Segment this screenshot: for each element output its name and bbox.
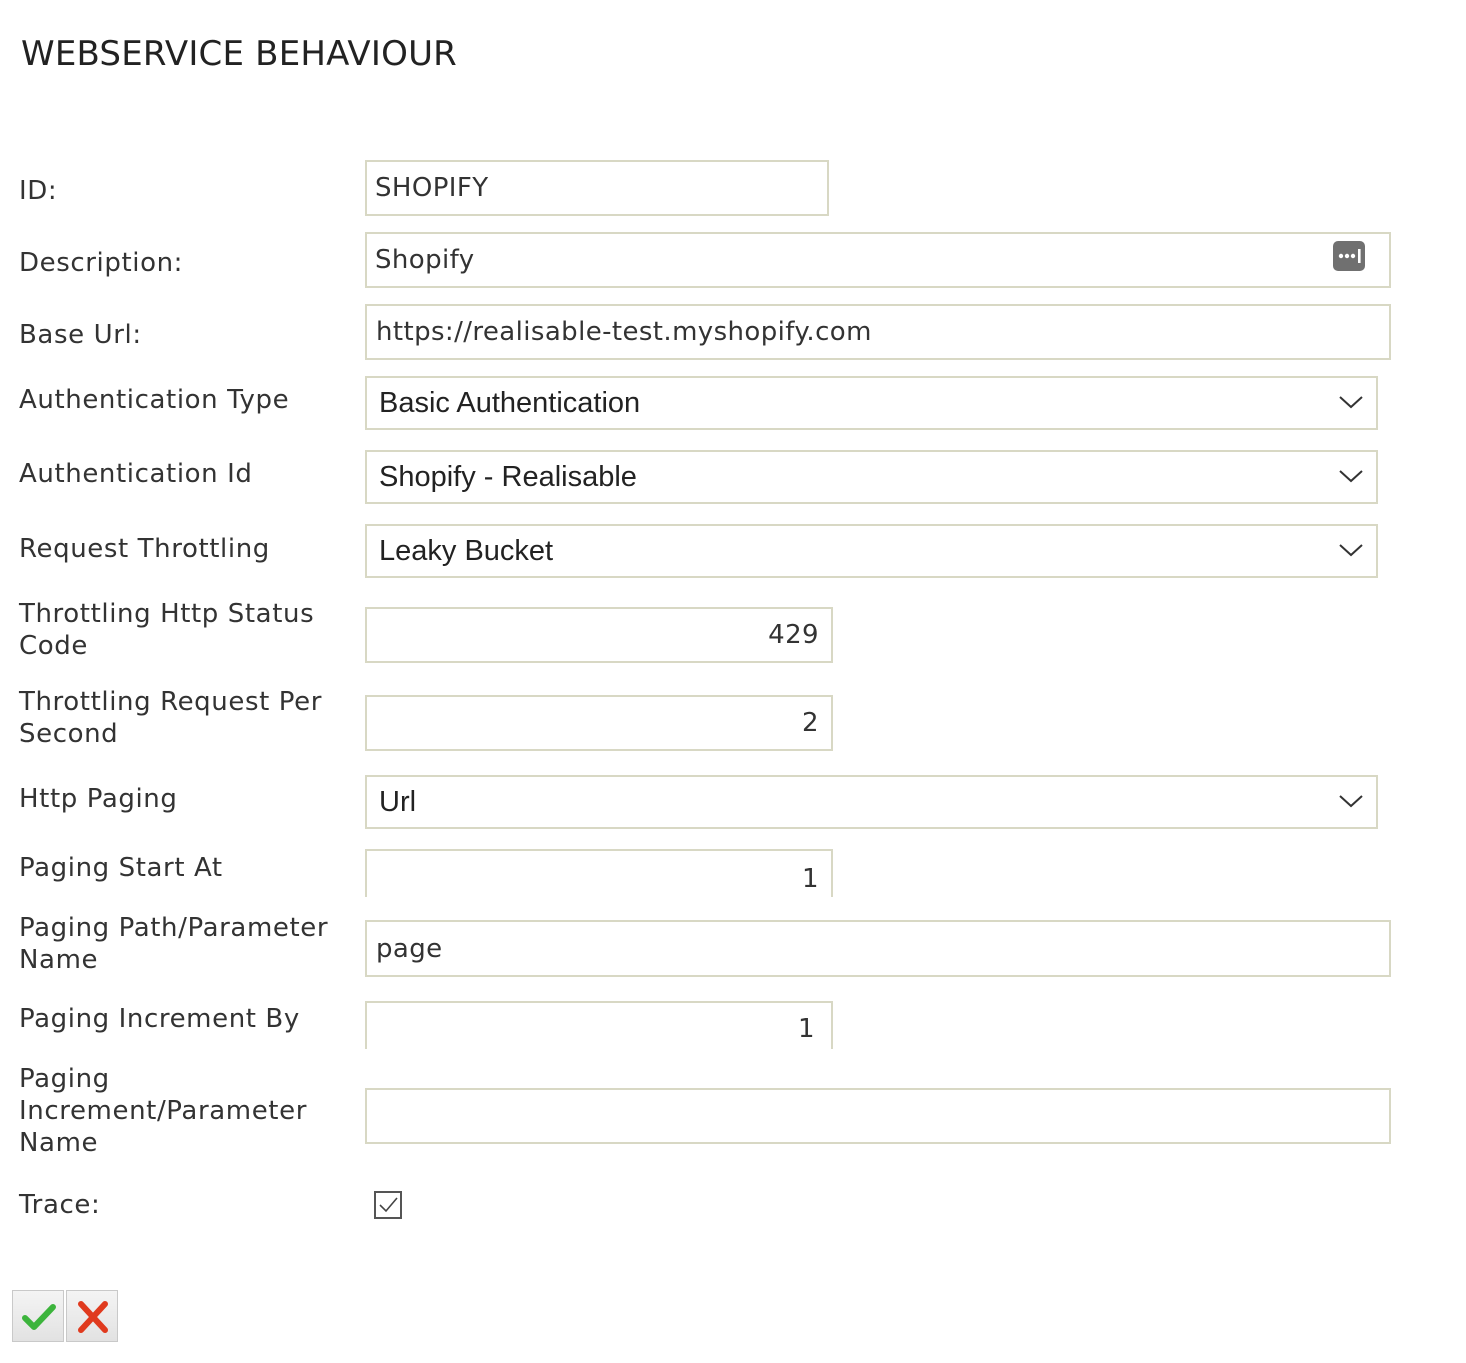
paging-increment-by-value: 1	[798, 1014, 815, 1044]
base-url-value: https://realisable-test.myshopify.com	[376, 317, 872, 347]
throttling-rps-input[interactable]	[365, 695, 833, 751]
paging-increment-param-label-line3: Name	[19, 1128, 99, 1158]
throttling-status-code-label-line2: Code	[19, 631, 88, 661]
auth-type-label: Authentication Type	[19, 385, 290, 415]
ellipsis-icon[interactable]	[1333, 241, 1365, 271]
throttling-status-code-value: 429	[768, 620, 819, 650]
base-url-input[interactable]	[365, 304, 1391, 360]
checkmark-icon	[376, 1193, 400, 1217]
description-input[interactable]	[365, 232, 1391, 288]
chevron-down-icon	[1338, 542, 1364, 558]
paging-increment-param-input[interactable]	[365, 1088, 1391, 1144]
auth-type-value: Basic Authentication	[379, 386, 641, 419]
confirm-button[interactable]	[12, 1290, 64, 1342]
checkmark-icon	[21, 1299, 57, 1335]
page-title: WEBSERVICE BEHAVIOUR	[21, 34, 457, 74]
http-paging-select[interactable]	[365, 775, 1378, 829]
paging-path-param-label-line2: Name	[19, 945, 99, 975]
request-throttling-select[interactable]	[365, 524, 1378, 578]
request-throttling-value: Leaky Bucket	[379, 534, 554, 567]
chevron-down-icon	[1338, 793, 1364, 809]
base-url-label: Base Url:	[19, 320, 142, 350]
auth-id-label: Authentication Id	[19, 459, 253, 489]
paging-start-at-label: Paging Start At	[19, 853, 223, 883]
paging-increment-param-label-line2: Increment/Parameter	[19, 1096, 307, 1126]
chevron-down-icon	[1338, 394, 1364, 410]
paging-path-param-label-line1: Paging Path/Parameter	[19, 913, 329, 943]
paging-start-at-input[interactable]	[365, 849, 833, 897]
http-paging-value: Url	[379, 785, 417, 818]
paging-path-param-input[interactable]	[365, 920, 1391, 977]
chevron-down-icon	[1338, 468, 1364, 484]
paging-path-param-value: page	[376, 933, 443, 964]
paging-increment-by-label: Paging Increment By	[19, 1004, 300, 1034]
description-label: Description:	[19, 248, 184, 278]
id-value: SHOPIFY	[375, 173, 489, 203]
cancel-button[interactable]	[66, 1290, 118, 1342]
throttling-rps-label-line1: Throttling Request Per	[19, 687, 322, 717]
throttling-status-code-label-line1: Throttling Http Status	[19, 599, 315, 629]
paging-start-at-value: 1	[802, 864, 819, 894]
throttling-status-code-label	[19, 598, 314, 662]
trace-checkbox[interactable]	[374, 1191, 402, 1219]
id-input[interactable]	[365, 160, 829, 216]
auth-id-value: Shopify - Realisable	[379, 460, 637, 493]
throttling-rps-label	[19, 686, 322, 750]
request-throttling-label: Request Throttling	[19, 534, 270, 564]
auth-id-select[interactable]	[365, 450, 1378, 504]
trace-label: Trace:	[19, 1190, 101, 1220]
paging-increment-by-input[interactable]	[365, 1001, 833, 1049]
paging-increment-param-label	[19, 1063, 307, 1159]
paging-path-param-label	[19, 912, 328, 976]
paging-increment-param-label-line1: Paging	[19, 1064, 110, 1094]
id-label: ID:	[19, 176, 58, 206]
http-paging-label: Http Paging	[19, 784, 178, 814]
description-value: Shopify	[375, 245, 475, 275]
throttling-rps-value: 2	[802, 708, 819, 738]
throttling-status-code-input[interactable]	[365, 607, 833, 663]
close-icon	[75, 1299, 111, 1335]
throttling-rps-label-line2: Second	[19, 719, 119, 749]
auth-type-select[interactable]	[365, 376, 1378, 430]
ellipsis-glyph	[1333, 241, 1365, 271]
